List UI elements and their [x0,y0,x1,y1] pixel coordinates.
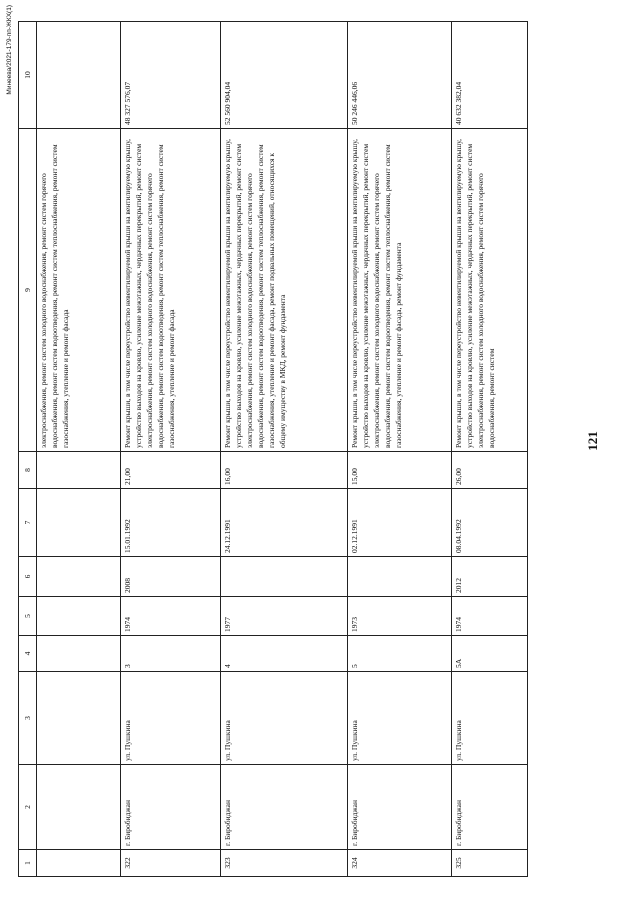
year-overhaul-cell: 2008 [121,557,221,597]
house-cell [37,636,121,672]
year-overhaul-cell: 2012 [452,557,528,597]
cost-cell: 50 246 446,06 [348,22,452,129]
city-cell: г. Биробиджан [221,765,348,850]
column-header: 10 [19,22,37,129]
house-cell: 4 [221,636,348,672]
percent-cell: 15,00 [348,452,452,489]
column-header: 9 [19,129,37,452]
percent-cell: 21,00 [121,452,221,489]
table-row [121,22,221,877]
house-cell: 5 [348,636,452,672]
house-cell: 3 [121,636,221,672]
percent-cell [37,452,121,489]
street-cell [37,672,121,765]
date-cell: 08.04.1992 [452,489,528,557]
city-cell: г. Биробиджан [348,765,452,850]
row-number: 322 [121,850,221,877]
date-cell: 24.12.1991 [221,489,348,557]
row-number [37,850,121,877]
column-header: 6 [19,557,37,597]
street-cell: ул. Пушкина [221,672,348,765]
column-header: 8 [19,452,37,489]
works-cell: Ремонт крыши, в том числе переустройство невентилируемой крыши на вентилируемую крышу, устройство выходов на кровлю, усиление межэтажных, чердачных перекрытий, ремонт систем электроснабжения, ремонт систем холодного водоснабжения, ремонт систем горячего водоснабжения, ремонт систем водоотведения, ремонт систем теплоснабжения, ремонт систем газоснабжения, утепление и ремонт фасада [121,129,221,452]
header-row [19,22,37,877]
row-number: 325 [452,850,528,877]
street-cell: ул. Пушкина [121,672,221,765]
column-header: 2 [19,765,37,850]
row-number: 324 [348,850,452,877]
date-cell [37,489,121,557]
year-built-cell: 1977 [221,597,348,636]
table-row [221,22,348,877]
year-built-cell: 1974 [452,597,528,636]
table-row [348,22,452,877]
percent-cell: 16,00 [221,452,348,489]
cost-cell [37,22,121,129]
document-footer-label: Минеева/2021-179-пп-ЖКХ(1) [6,5,13,95]
column-header: 4 [19,636,37,672]
city-cell: г. Биробиджан [452,765,528,850]
city-cell: г. Биробиджан [121,765,221,850]
column-header: 7 [19,489,37,557]
register-table [18,21,528,877]
works-cell: Ремонт крыши, в том числе переустройство невентилируемой крыши на вентилируемую крышу, устройство выходов на кровлю, усиление межэтажных, чердачных перекрытий, ремонт систем электроснабжения, ремонт систем холодного водоснабжения, ремонт систем горячего водоснабжения, ремонт систем водоотведения, ремонт систем теплоснабжения, ремонт систем газоснабжения, утепление и ремонт фасада, ремонт фундамента [348,129,452,452]
cost-cell: 48 327 576,07 [121,22,221,129]
row-number: 323 [221,850,348,877]
year-overhaul-cell [348,557,452,597]
table-row [37,22,121,877]
year-overhaul-cell [37,557,121,597]
date-cell: 15.01.1992 [121,489,221,557]
column-header: 1 [19,850,37,877]
date-cell: 02.12.1991 [348,489,452,557]
street-cell: ул. Пушкина [348,672,452,765]
city-cell [37,765,121,850]
works-cell: Ремонт крыши, в том числе переустройство невентилируемой крыши на вентилируемую крышу, устройство выходов на кровлю, усиление межэтажных, чердачных перекрытий, ремонт систем электроснабжения, ремонт систем холодного водоснабжения, ремонт систем горячего водоснабжения, ремонт систем [452,129,528,452]
year-built-cell: 1974 [121,597,221,636]
year-built-cell [37,597,121,636]
percent-cell: 26,00 [452,452,528,489]
cost-cell: 52 560 904,04 [221,22,348,129]
street-cell: ул. Пушкина [452,672,528,765]
column-header: 5 [19,597,37,636]
works-cell: Ремонт крыши, в том числе переустройство невентилируемой крыши на вентилируемую крышу, устройство выходов на кровлю, усиление межэтажных, чердачных перекрытий, ремонт систем электроснабжения, ремонт систем холодного водоснабжения, ремонт систем горячего водоснабжения, ремонт систем водоотведения, ремонт систем теплоснабжения, ремонт систем газоснабжения, утепление и ремонт фасада, ремонт подвальных помещений, относящихся к общему имуществу в МКД, ремонт фундамента [221,129,348,452]
page-number: 121 [585,431,600,451]
table-row [452,22,528,877]
column-header: 3 [19,672,37,765]
year-overhaul-cell [221,557,348,597]
works-cell: электроснабжения, ремонт систем холодного водоснабжения, ремонт систем горячего водоснабжения, ремонт систем водоотведения, ремонт систем теплоснабжения, ремонт систем газоснабжения, утепление и ремонт фасада [37,129,121,452]
house-cell: 5А [452,636,528,672]
year-built-cell: 1973 [348,597,452,636]
cost-cell: 40 632 382,04 [452,22,528,129]
